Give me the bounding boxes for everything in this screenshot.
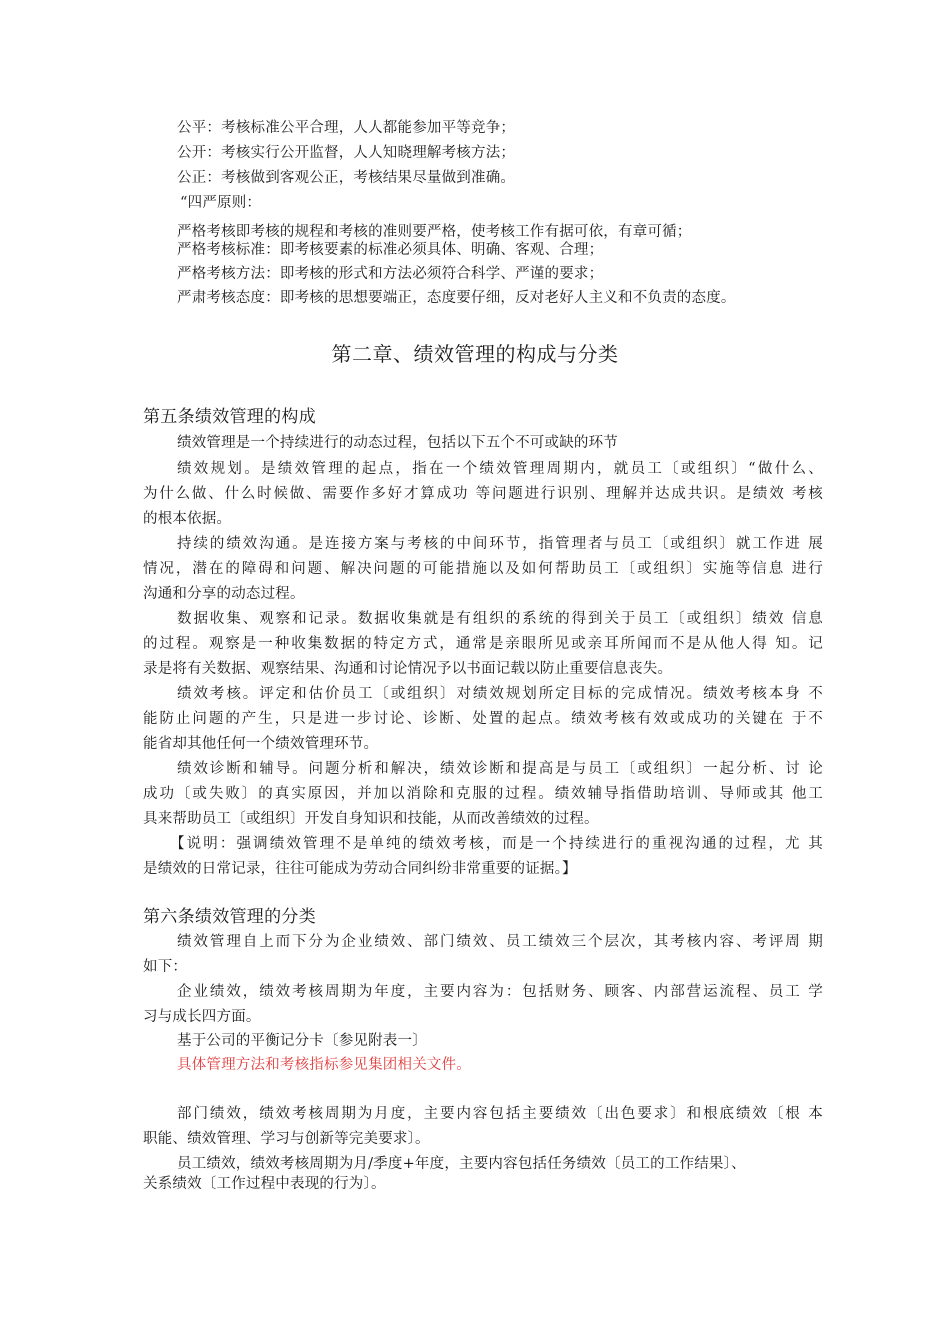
principle-open: 公开：考核实行公开监督，人人知晓理解考核方法； (177, 145, 516, 161)
note-line: 【说明：强调绩效管理不是单纯的绩效考核，而是一个持续进行的重视沟通的过程，尤 其 (170, 836, 823, 852)
article5-title: 第五条绩效管理的构成 (143, 407, 316, 427)
bsc-line: 基于公司的平衡记分卡〔参见附表一〕 (177, 1033, 427, 1049)
four-strict-item: 严格考核标准：即考核要素的标准必须具体、明确、客观、合理； (177, 242, 604, 258)
paragraph-line: 沟通和分享的动态过程。 (143, 586, 305, 602)
four-strict-heading: “四严原则： (180, 195, 262, 211)
paragraph-line: 的过程。观察是一种收集数据的特定方式，通常是亲眼所见或亲耳所闻而不是从他人得 知。记 (143, 636, 823, 652)
paragraph-line: 能防止问题的产生，只是进一步讨论、诊断、处置的起点。绩效考核有效或成功的关键在 于不 (143, 711, 823, 727)
paragraph-line: 的根本依据。 (143, 511, 232, 527)
article5-intro: 绩效管理是一个持续进行的动态过程，包括以下五个不可或缺的环节 (177, 435, 618, 451)
chapter-title: 第二章、绩效管理的构成与分类 (331, 342, 619, 366)
paragraph-line: 部门绩效，绩效考核周期为月度，主要内容包括主要绩效〔出色要求〕和根底绩效〔根 本 (177, 1106, 823, 1122)
paragraph-line: 绩效规划。是绩效管理的起点，指在一个绩效管理周期内，就员工〔或组织〕“做什么、 (177, 461, 823, 477)
paragraph-line: 数据收集、观察和记录。数据收集就是有组织的系统的得到关于员工〔或组织〕绩效 信息 (177, 611, 823, 627)
principle-fair: 公平：考核标准公平合理，人人都能参加平等竞争； (177, 120, 516, 136)
paragraph-line: 具来帮助员工〔或组织〕开发自身知识和技能，从而改善绩效的过程。 (143, 811, 599, 827)
paragraph-line: 职能、绩效管理、学习与创新等完美要求〕。 (143, 1131, 430, 1147)
paragraph-line: 为什么做、什么时候做、需要作多好才算成功 等问题进行识别、理解并达成共识。是绩效 考核 (143, 486, 823, 502)
paragraph-line: 如下： (143, 959, 188, 975)
paragraph-line: 员工绩效，绩效考核周期为月/季度+年度，主要内容包括任务绩效〔员工的工作结果〕、 (177, 1156, 746, 1172)
paragraph-line: 情况，潜在的障碍和问题、解决问题的可能措施以及如何帮助员工〔或组织〕实施等信息 进行 (143, 561, 823, 577)
paragraph-line: 录是将有关数据、观察结果、沟通和讨论情况予以书面记载以防止重要信息丧失。 (143, 661, 673, 677)
paragraph-line: 持续的绩效沟通。是连接方案与考核的中间环节，指管理者与员工〔或组织〕就工作进 展 (177, 536, 823, 552)
principle-just: 公正：考核做到客观公正，考核结果尽量做到准确。 (177, 170, 516, 186)
paragraph-line: 成功〔或失败〕的真实原因，并加以消除和克服的过程。绩效辅导指借助培训、导师或其 他工 (143, 786, 823, 802)
paragraph-line: 企业绩效，绩效考核周期为年度，主要内容为：包括财务、顾客、内部营运流程、员工 学 (177, 984, 823, 1000)
paragraph-line: 习与成长四方面。 (143, 1009, 261, 1025)
four-strict-item: 严格考核方法：即考核的形式和方法必须符合科学、严谨的要求； (177, 266, 604, 282)
red-note: 具体管理方法和考核指标参见集团相关文件。 (177, 1057, 471, 1073)
paragraph-line: 绩效管理自上而下分为企业绩效、部门绩效、员工绩效三个层次，其考核内容、考评周 期 (177, 934, 823, 950)
paragraph-line: 能省却其他任何一个绩效管理环节。 (143, 736, 379, 752)
note-line: 是绩效的日常记录，往往可能成为劳动合同纠纷非常重要的证据。】 (143, 861, 577, 877)
paragraph-line: 绩效考核。评定和估价员工〔或组织〕对绩效规划所定目标的完成情况。绩效考核本身 不 (177, 686, 823, 702)
paragraph-line: 关系绩效〔工作过程中表现的行为〕。 (143, 1176, 386, 1192)
four-strict-item: 严格考核即考核的规程和考核的准则要严格，使考核工作有据可依，有章可循； (177, 224, 692, 240)
four-strict-item: 严肃考核态度：即考核的思想要端正，态度要仔细，反对老好人主义和不负责的态度。 (177, 290, 736, 306)
article6-title: 第六条绩效管理的分类 (143, 907, 316, 927)
paragraph-line: 绩效诊断和辅导。问题分析和解决，绩效诊断和提高是与员工〔或组织〕一起分析、讨 论 (177, 761, 823, 777)
